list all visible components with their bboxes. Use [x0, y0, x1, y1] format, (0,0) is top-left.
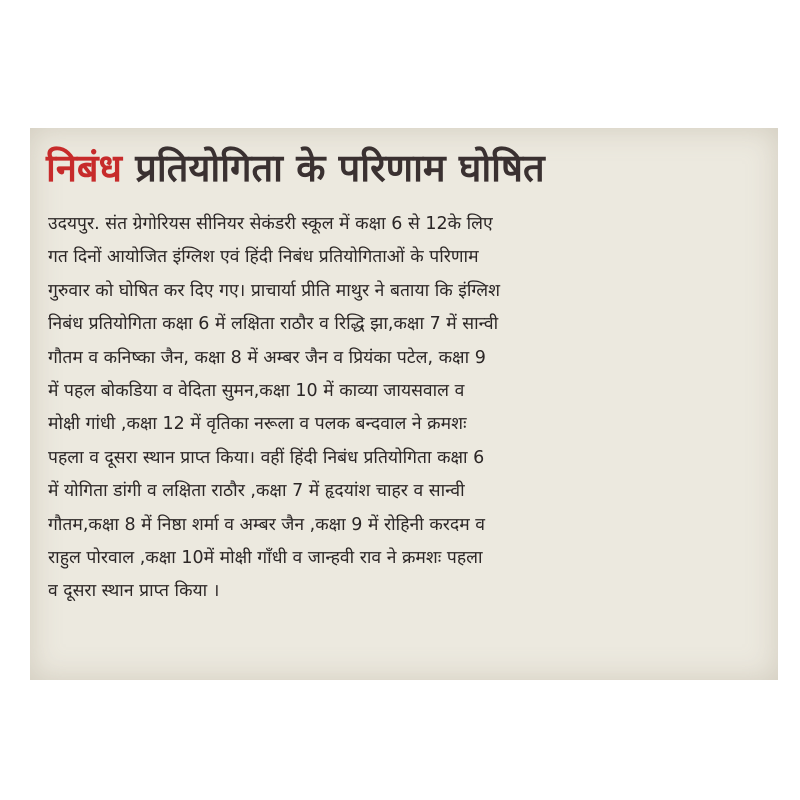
headline-keyword: निबंध [46, 146, 123, 190]
article-line: में पहल बोकडिया व वेदिता सुमन,कक्षा 10 में काव्या जायसवाल व [48, 380, 465, 401]
article-line: गौतम व कनिष्का जैन, कक्षा 8 में अम्बर जैन व प्रियंका पटेल, कक्षा 9 [48, 347, 486, 368]
article-line: गौतम,कक्षा 8 में निष्ठा शर्मा व अम्बर जैन ,कक्षा 9 में रोहिनी करदम व [48, 514, 485, 535]
article-line: मोक्षी गांधी ,कक्षा 12 में वृतिका नरूला व पलक बन्दवाल ने क्रमशः [48, 414, 467, 435]
article-line: गत दिनों आयोजित इंग्लिश एवं हिंदी निबंध प्रतियोगिताओं के परिणाम [48, 247, 479, 268]
article-line: निबंध प्रतियोगिता कक्षा 6 में लक्षिता राठौर व रिद्धि झा,कक्षा 7 में सान्वी [48, 314, 499, 335]
article-line: राहुल पोरवाल ,कक्षा 10में मोक्षी गाँधी व जान्हवी राव ने क्रमशः पहला [48, 547, 483, 568]
article-line: पहला व दूसरा स्थान प्राप्त किया। वहीं हिंदी निबंध प्रतियोगिता कक्षा 6 [48, 447, 485, 468]
article-body [48, 208, 764, 609]
article-line: उदयपुर. संत ग्रेगोरियस सीनियर सेकंडरी स्कूल में कक्षा 6 से 12के लिए [48, 214, 493, 234]
article-line: में योगिता डांगी व लक्षिता राठौर ,कक्षा 7 में हृदयांश चाहर व सान्वी [48, 481, 465, 502]
article-headline [46, 140, 746, 196]
article-line: गुरुवार को घोषित कर दिए गए। प्राचार्या प्रीति माथुर ने बताया कि इंग्लिश [48, 280, 501, 301]
headline-rest: प्रतियोगिता के परिणाम घोषित [135, 146, 545, 190]
article-line: व दूसरा स्थान प्राप्त किया । [48, 581, 220, 602]
